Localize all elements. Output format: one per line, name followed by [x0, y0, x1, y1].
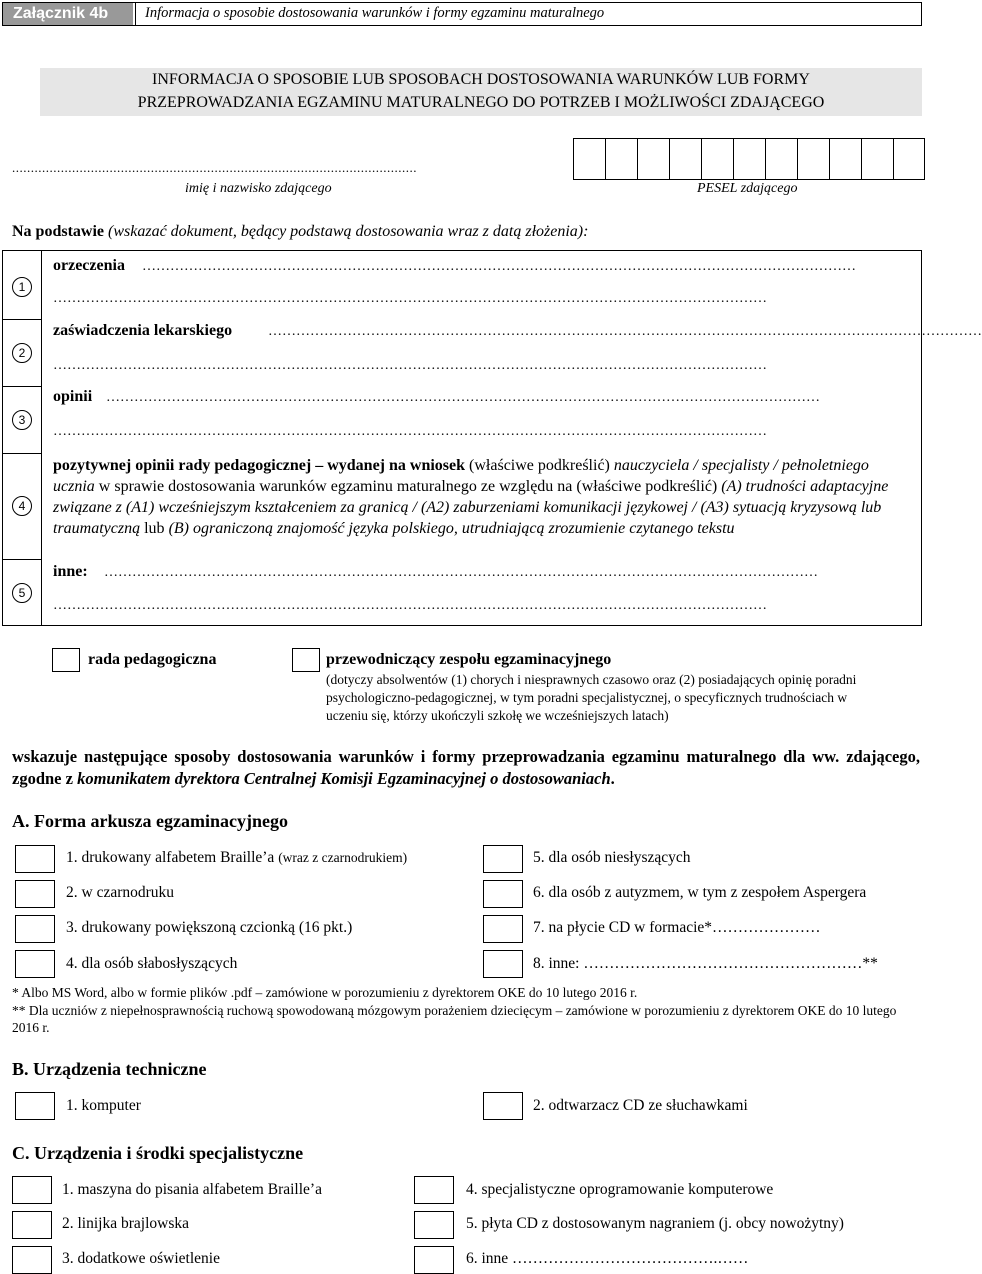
- pesel-label: PESEL zdającego: [697, 181, 798, 196]
- c5-checkbox[interactable]: [414, 1211, 454, 1239]
- c4-label: 4. specjalistyczne oprogramowanie komputerowe: [466, 1181, 774, 1198]
- c3-checkbox[interactable]: [12, 1246, 52, 1274]
- pesel-cell: [765, 138, 797, 180]
- item-dots[interactable]: ………………………………………………………………………………………………………………………………………: [268, 324, 982, 339]
- a3-label: 3. drukowany powiększoną czcionką (16 pkt.): [66, 919, 353, 936]
- header-divider: [135, 3, 136, 25]
- basis-left-column: [2, 250, 42, 626]
- item-number-5: 5: [12, 583, 32, 603]
- item-label-pozytywnej: pozytywnej opinii rady pedagogicznej – wydanej na wniosek: [53, 457, 466, 474]
- pesel-grid[interactable]: [573, 138, 925, 180]
- item-dots[interactable]: ………………………………………………………………………………………………………………………………………: [142, 259, 856, 274]
- a8-label: 8. inne: ………………………………………………**: [533, 955, 878, 972]
- c1-checkbox[interactable]: [12, 1176, 52, 1204]
- item-number-1: 1: [12, 277, 32, 297]
- pesel-cell: [861, 138, 893, 180]
- pesel-cell: [797, 138, 829, 180]
- section-c-title: C. Urządzenia i środki specjalistyczne: [12, 1143, 304, 1163]
- a4-label: 4. dla osób słabosłyszących: [66, 955, 238, 972]
- row-divider: [2, 319, 42, 320]
- item-label-zaswiadczenia: zaświadczenia lekarskiego: [53, 322, 233, 339]
- c4-checkbox[interactable]: [414, 1176, 454, 1204]
- a5-label: 5. dla osób niesłyszących: [533, 849, 691, 866]
- footnote-2: ** Dla uczniów z niepełnosprawnością ruchową spowodowaną mózgowym porażeniem dziecięcym – zamówione w porozumieniu z dyrektorem OKE do 10 lutego 2016 r.: [12, 1003, 897, 1035]
- c6-label: 6. inne ………………………………….……: [466, 1250, 749, 1267]
- section-b-title: B. Urządzenia techniczne: [12, 1059, 207, 1079]
- statement: wskazuje następujące sposoby dostosowania warunków i formy przeprowadzania egzaminu maturalnego dla ww. zdającego, zgodne z komunikatem dyrektora Centralnej Komisji Egzaminacyjnej o dostosowaniach.: [12, 747, 920, 788]
- pesel-cell: [605, 138, 637, 180]
- header-subtitle: Informacja o sposobie dostosowania warunków i formy egzaminu maturalnego: [145, 5, 605, 21]
- chair-checkbox[interactable]: [292, 648, 320, 672]
- item-4-text: pozytywnej opinii rady pedagogicznej – wydanej na wniosek (właściwe podkreślić) nauczyciela / specjalisty / pełnoletniego ucznia w sprawie dostosowania warunków egzaminu maturalnego ze względu na (właściwe podkreślić) (A) trudności adaptacyjne związane z (A1) wcześniejszym kształceniem za granicą / (A2) zaburzeniami komunikacji językowej / (A3) sytuacją kryzysową lub traumatyczną lub (B) ograniczoną znajomość języka polskiego, utrudniającą zrozumienie czytanego tekstu: [53, 457, 889, 537]
- pesel-cell: [573, 138, 605, 180]
- a2-label: 2. w czarnodruku: [66, 884, 175, 901]
- row-divider: [2, 386, 42, 387]
- item-number-3: 3: [12, 410, 32, 430]
- a3-checkbox[interactable]: [15, 915, 55, 943]
- chair-note: (dotyczy absolwentów (1) chorych i niesprawnych czasowo oraz (2) posiadających opinię poradni psychologiczno-pedagogicznej, w tym poradni specjalistycznej, o specyficznych trudnościach w uczeniu się, którzy ukończyli szkołę we wcześniejszych latach): [326, 672, 857, 723]
- section-a-title: A. Forma arkusza egzaminacyjnego: [12, 811, 288, 831]
- a7-label: 7. na płycie CD w formacie*…………………: [533, 919, 821, 936]
- pesel-cell: [733, 138, 765, 180]
- chair-label: przewodniczący zespołu egzaminacyjnego: [326, 651, 612, 668]
- item-dots[interactable]: ………………………………………………………………………………………………………………………………………: [53, 598, 767, 613]
- a5-checkbox[interactable]: [483, 845, 523, 873]
- c6-checkbox[interactable]: [414, 1246, 454, 1274]
- page-title-line2: PRZEPROWADZANIA EGZAMINU MATURALNEGO DO POTRZEB I MOŻLIWOŚCI ZDAJĄCEGO: [137, 94, 825, 111]
- item-label-inne: inne:: [53, 563, 88, 580]
- b2-checkbox[interactable]: [483, 1092, 523, 1120]
- pesel-cell: [669, 138, 701, 180]
- item-number-2: 2: [12, 343, 32, 363]
- council-label: rada pedagogiczna: [88, 651, 217, 668]
- b2-label: 2. odtwarzacz CD ze słuchawkami: [533, 1097, 748, 1114]
- item-dots[interactable]: ………………………………………………………………………………………………………………………………………: [106, 390, 820, 405]
- c2-label: 2. linijka brajlowska: [62, 1215, 189, 1232]
- c1-label: 1. maszyna do pisania alfabetem Braille’a: [62, 1181, 322, 1198]
- name-dots[interactable]: ............................................................................................................: [12, 160, 417, 175]
- a7-checkbox[interactable]: [483, 915, 523, 943]
- item-label-orzeczenia: orzeczenia: [53, 257, 125, 274]
- a6-checkbox[interactable]: [483, 880, 523, 908]
- pesel-cell: [829, 138, 861, 180]
- c5-label: 5. płyta CD z dostosowanym nagraniem (j. obcy nowożytny): [466, 1215, 844, 1232]
- c3-label: 3. dodatkowe oświetlenie: [62, 1250, 220, 1267]
- item-label-opinii: opinii: [53, 388, 93, 405]
- basis-heading: [12, 223, 588, 241]
- a1-checkbox[interactable]: [15, 845, 55, 873]
- item-dots[interactable]: ………………………………………………………………………………………………………………………………………: [53, 291, 767, 306]
- row-divider: [2, 453, 42, 454]
- basis-prefix: Na podstawie: [12, 223, 105, 240]
- a2-checkbox[interactable]: [15, 880, 55, 908]
- item-dots[interactable]: ………………………………………………………………………………………………………………………………………: [53, 358, 767, 373]
- a1-label: 1. drukowany alfabetem Braille’a (wraz z czarnodrukiem): [66, 849, 408, 866]
- pesel-cell: [893, 138, 925, 180]
- basis-hint: (wskazać dokument, będący podstawą dostosowania wraz z datą złożenia):: [108, 223, 589, 240]
- page-title-line1: INFORMACJA O SPOSOBIE LUB SPOSOBACH DOSTOSOWANIA WARUNKÓW LUB FORMY: [152, 71, 810, 88]
- b1-label: 1. komputer: [66, 1097, 141, 1114]
- footnote-1: * Albo MS Word, albo w formie plików .pdf – zamówione w porozumieniu z dyrektorem OKE do 10 lutego 2016 r.: [12, 985, 638, 1000]
- a4-checkbox[interactable]: [15, 950, 55, 978]
- council-checkbox[interactable]: [52, 648, 80, 672]
- item-dots[interactable]: ………………………………………………………………………………………………………………………………………: [104, 565, 818, 580]
- pesel-cell: [701, 138, 733, 180]
- a8-checkbox[interactable]: [483, 950, 523, 978]
- pesel-cell: [637, 138, 669, 180]
- c2-checkbox[interactable]: [12, 1211, 52, 1239]
- name-label: imię i nazwisko zdającego: [185, 181, 332, 196]
- row-divider: [2, 559, 42, 560]
- item-dots[interactable]: ………………………………………………………………………………………………………………………………………: [53, 424, 767, 439]
- b1-checkbox[interactable]: [15, 1092, 55, 1120]
- item-number-4: 4: [12, 496, 32, 516]
- a6-label: 6. dla osób z autyzmem, w tym z zespołem Aspergera: [533, 884, 867, 901]
- attachment-tag: Załącznik 4b: [3, 3, 133, 25]
